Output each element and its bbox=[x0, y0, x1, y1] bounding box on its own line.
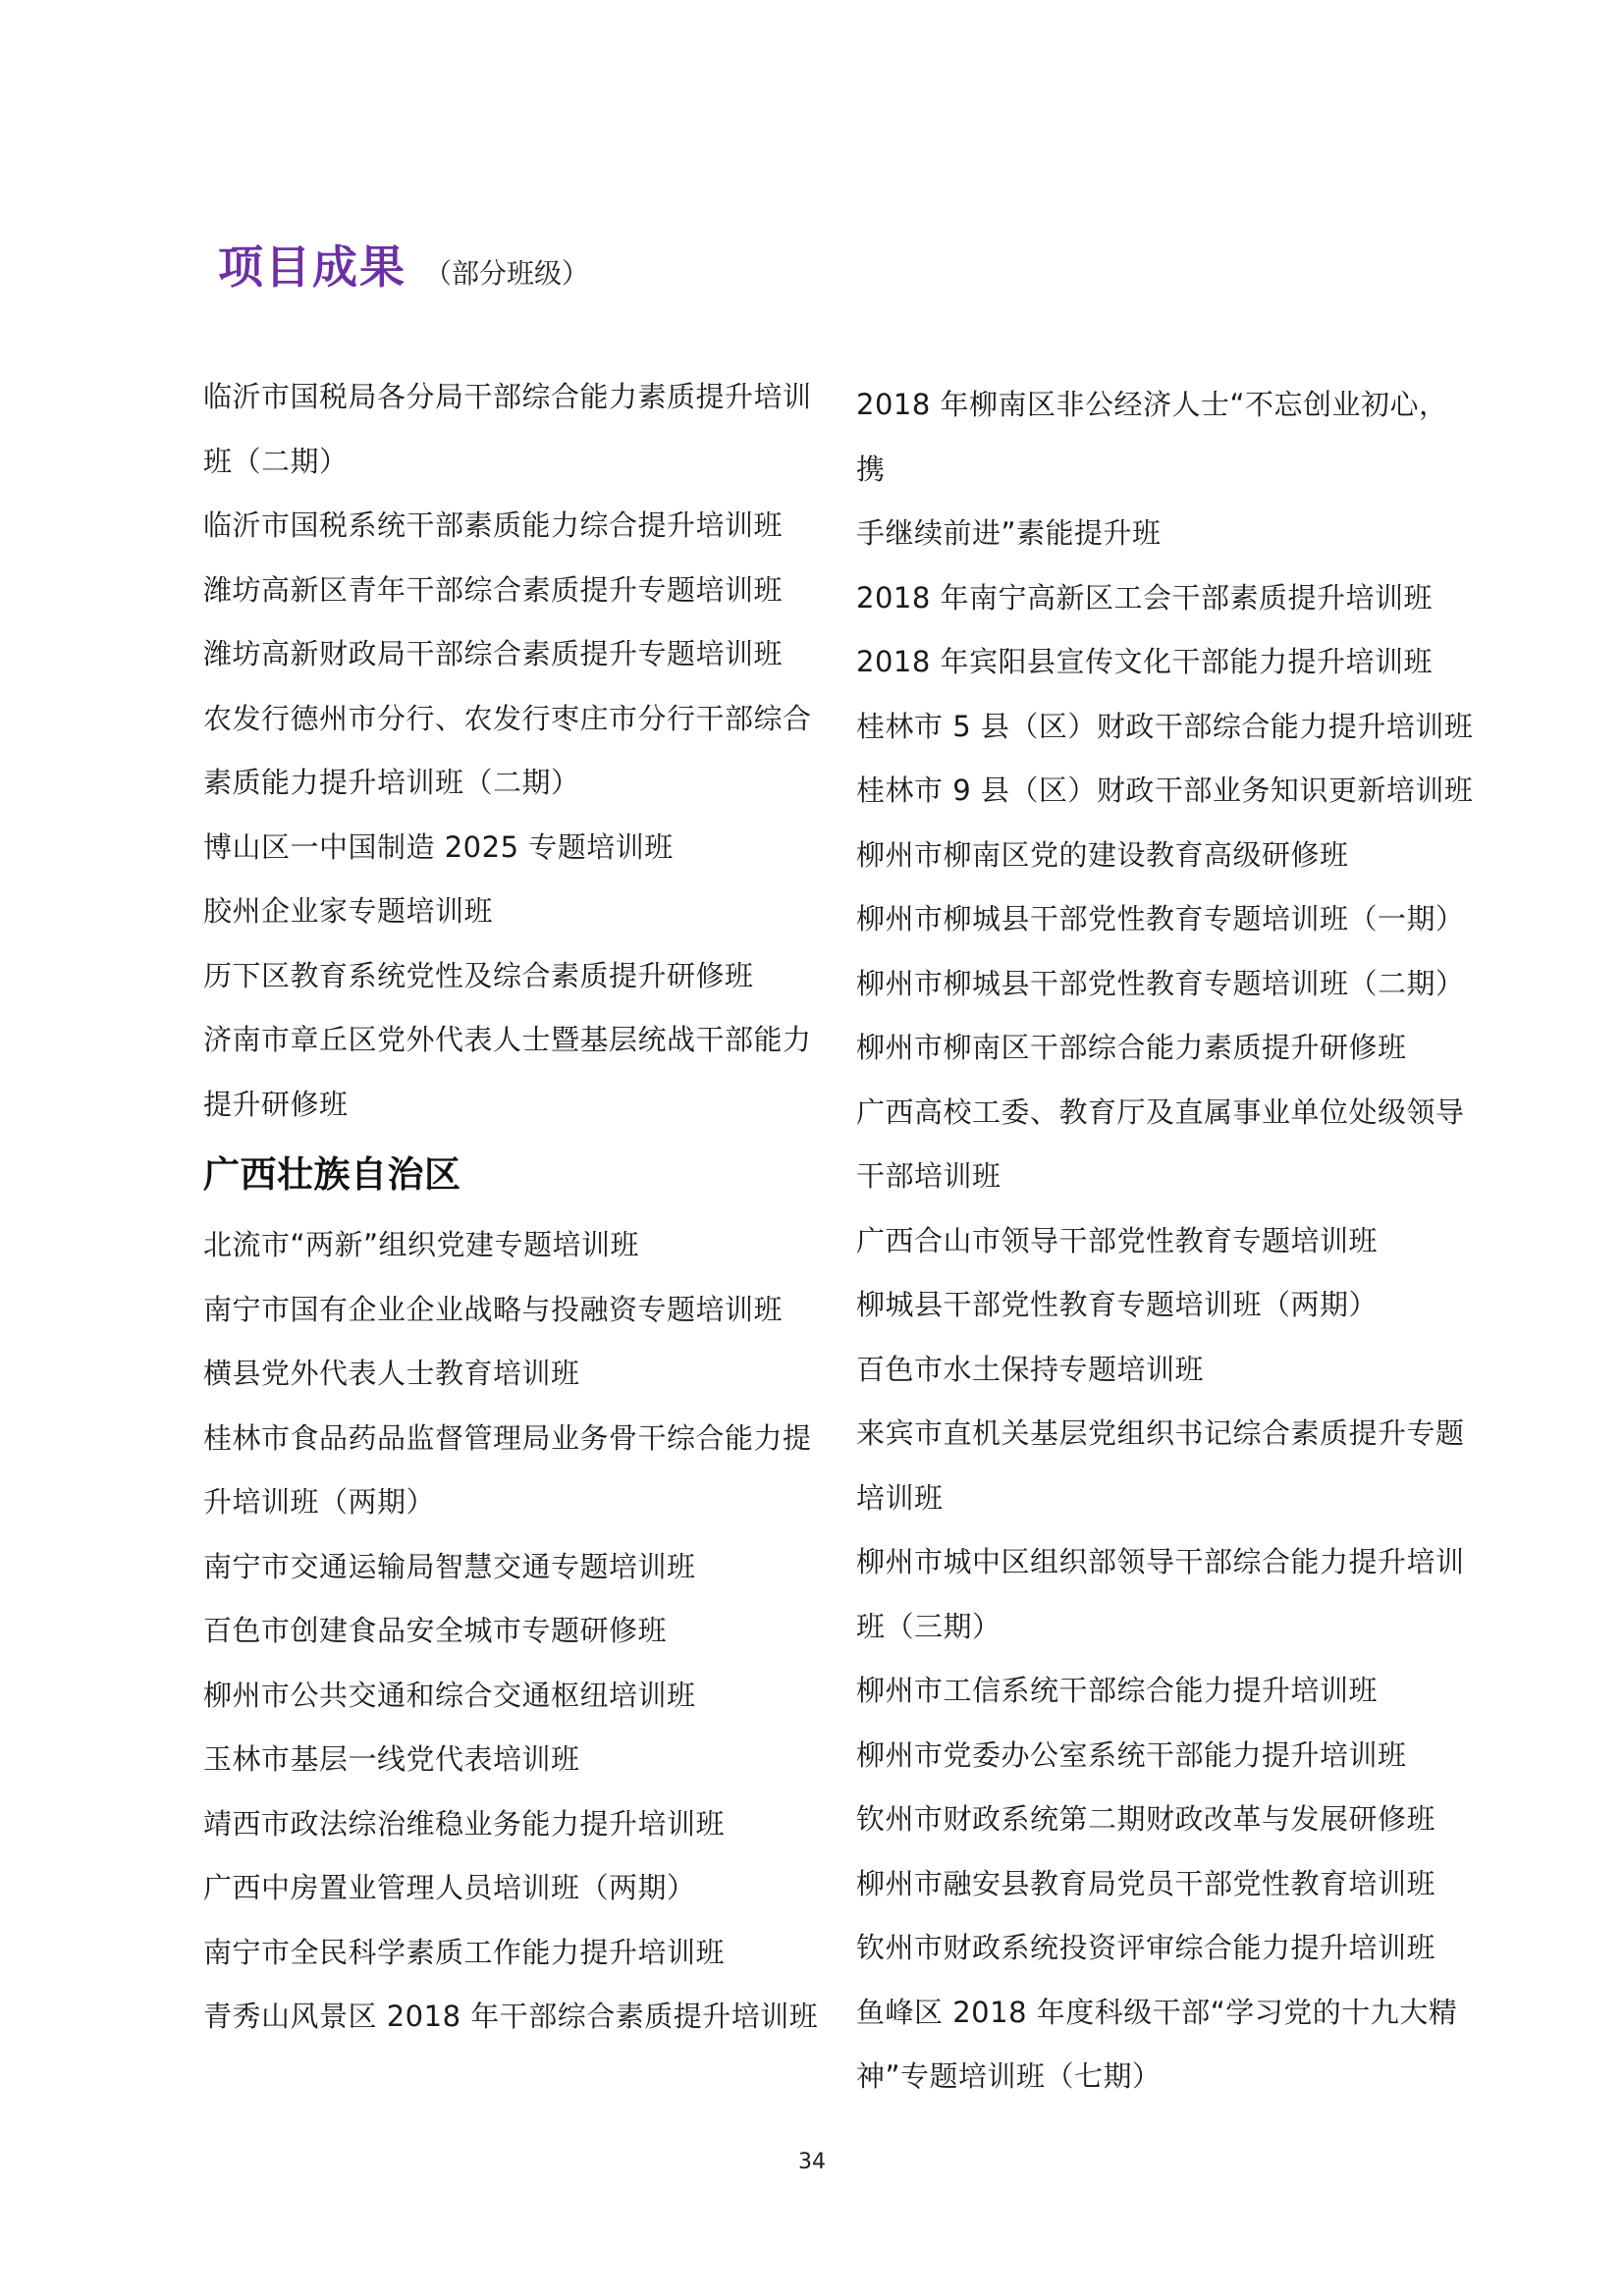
list-item: 博山区一中国制造 2025 专题培训班 bbox=[203, 829, 674, 864]
list-item: 广西高校工委、教育厅及直属事业单位处级领导 bbox=[856, 1095, 1465, 1129]
list-item: 潍坊高新区青年干部综合素质提升专题培训班 bbox=[203, 572, 784, 607]
list-item: 柳州市融安县教育局党员干部党性教育培训班 bbox=[856, 1866, 1436, 1900]
list-item: 横县党外代表人士教育培训班 bbox=[203, 1357, 580, 1390]
list-item: 桂林市 9 县（区）财政干部业务知识更新培训班 bbox=[856, 774, 1474, 807]
list-item: 2018 年南宁高新区工会干部素质提升培训班 bbox=[856, 580, 1434, 614]
list-item: 柳州市柳南区党的建设教育高级研修班 bbox=[856, 837, 1349, 872]
list-item: 柳州市公共交通和综合交通枢纽培训班 bbox=[203, 1678, 696, 1712]
list-item: 临沂市国税系统干部素质能力综合提升培训班 bbox=[203, 508, 784, 542]
list-item: 农发行德州市分行、农发行枣庄市分行干部综合 bbox=[203, 701, 812, 735]
section-heading: 广西壮族自治区 bbox=[203, 1153, 461, 1196]
list-item: 提升研修班 bbox=[203, 1087, 349, 1121]
list-item: 济南市章丘区党外代表人士暨基层统战干部能力 bbox=[203, 1023, 812, 1056]
left-column bbox=[203, 365, 822, 2050]
list-item: 胶州企业家专题培训班 bbox=[203, 894, 494, 928]
list-item: 玉林市基层一线党代表培训班 bbox=[203, 1742, 580, 1776]
list-item: 素质能力提升培训班（二期） bbox=[203, 766, 580, 799]
list-item: 柳州市柳城县干部党性教育专题培训班（二期） bbox=[856, 966, 1465, 1000]
list-item: 南宁市全民科学素质工作能力提升培训班 bbox=[203, 1935, 726, 1969]
list-item: 南宁市国有企业企业战略与投融资专题培训班 bbox=[203, 1292, 784, 1326]
list-item: 历下区教育系统党性及综合素质提升研修班 bbox=[203, 958, 754, 992]
list-item: 干部培训班 bbox=[856, 1159, 1001, 1193]
list-item: 培训班 bbox=[856, 1480, 944, 1515]
list-item: 来宾市直机关基层党组织书记综合素质提升专题 bbox=[856, 1416, 1465, 1450]
list-item: 2018 年柳南区非公经济人士“不忘创业初心，携 bbox=[856, 388, 1448, 486]
page-number: 34 bbox=[798, 2150, 826, 2174]
left-list-before bbox=[203, 365, 822, 1137]
list-item: 北流市“两新”组织党建专题培训班 bbox=[203, 1228, 640, 1261]
list-item: 桂林市食品药品监督管理局业务骨干综合能力提 bbox=[203, 1420, 812, 1455]
page-title-main: 项目成果 bbox=[218, 240, 406, 294]
list-item: 柳州市党委办公室系统干部能力提升培训班 bbox=[856, 1737, 1407, 1772]
list-item: 百色市水土保持专题培训班 bbox=[856, 1352, 1205, 1386]
list-item: 百色市创建食品安全城市专题研修班 bbox=[203, 1614, 668, 1647]
list-item: 柳州市柳城县干部党性教育专题培训班（一期） bbox=[856, 902, 1465, 935]
right-column bbox=[856, 373, 1475, 2109]
page-title bbox=[218, 232, 589, 296]
left-list-after bbox=[203, 1213, 822, 2050]
list-item: 神”专题培训班（七期） bbox=[856, 2059, 1162, 2093]
list-item: 潍坊高新财政局干部综合素质提升专题培训班 bbox=[203, 637, 784, 670]
list-item: 2018 年宾阳县宣传文化干部能力提升培训班 bbox=[856, 645, 1434, 678]
list-item: 柳州市城中区组织部领导干部综合能力提升培训 bbox=[856, 1545, 1465, 1578]
list-item: 柳城县干部党性教育专题培训班（两期） bbox=[856, 1288, 1379, 1321]
list-item: 柳州市柳南区干部综合能力素质提升研修班 bbox=[856, 1031, 1407, 1064]
list-item: 靖西市政法综治维稳业务能力提升培训班 bbox=[203, 1806, 726, 1841]
list-item: 鱼峰区 2018 年度科级干部“学习党的十九大精 bbox=[856, 1995, 1458, 2029]
list-item: 钦州市财政系统第二期财政改革与发展研修班 bbox=[856, 1802, 1436, 1836]
list-item: 手继续前进”素能提升班 bbox=[856, 516, 1162, 550]
list-item: 青秀山风景区 2018 年干部综合素质提升培训班 bbox=[203, 2000, 819, 2033]
page-title-sub: （部分班级） bbox=[424, 257, 590, 290]
list-item: 升培训班（两期） bbox=[203, 1485, 436, 1519]
list-item: 临沂市国税局各分局干部综合能力素质提升培训 bbox=[203, 380, 812, 413]
list-item: 班（二期） bbox=[203, 444, 349, 478]
list-item: 广西合山市领导干部党性教育专题培训班 bbox=[856, 1223, 1379, 1257]
list-item: 桂林市 5 县（区）财政干部综合能力提升培训班 bbox=[856, 709, 1474, 743]
list-item: 班（三期） bbox=[856, 1609, 1001, 1643]
list-item: 南宁市交通运输局智慧交通专题培训班 bbox=[203, 1549, 696, 1583]
list-item: 柳州市工信系统干部综合能力提升培训班 bbox=[856, 1674, 1379, 1707]
list-item: 钦州市财政系统投资评审综合能力提升培训班 bbox=[856, 1931, 1436, 1964]
list-item: 广西中房置业管理人员培训班（两期） bbox=[203, 1871, 696, 1904]
